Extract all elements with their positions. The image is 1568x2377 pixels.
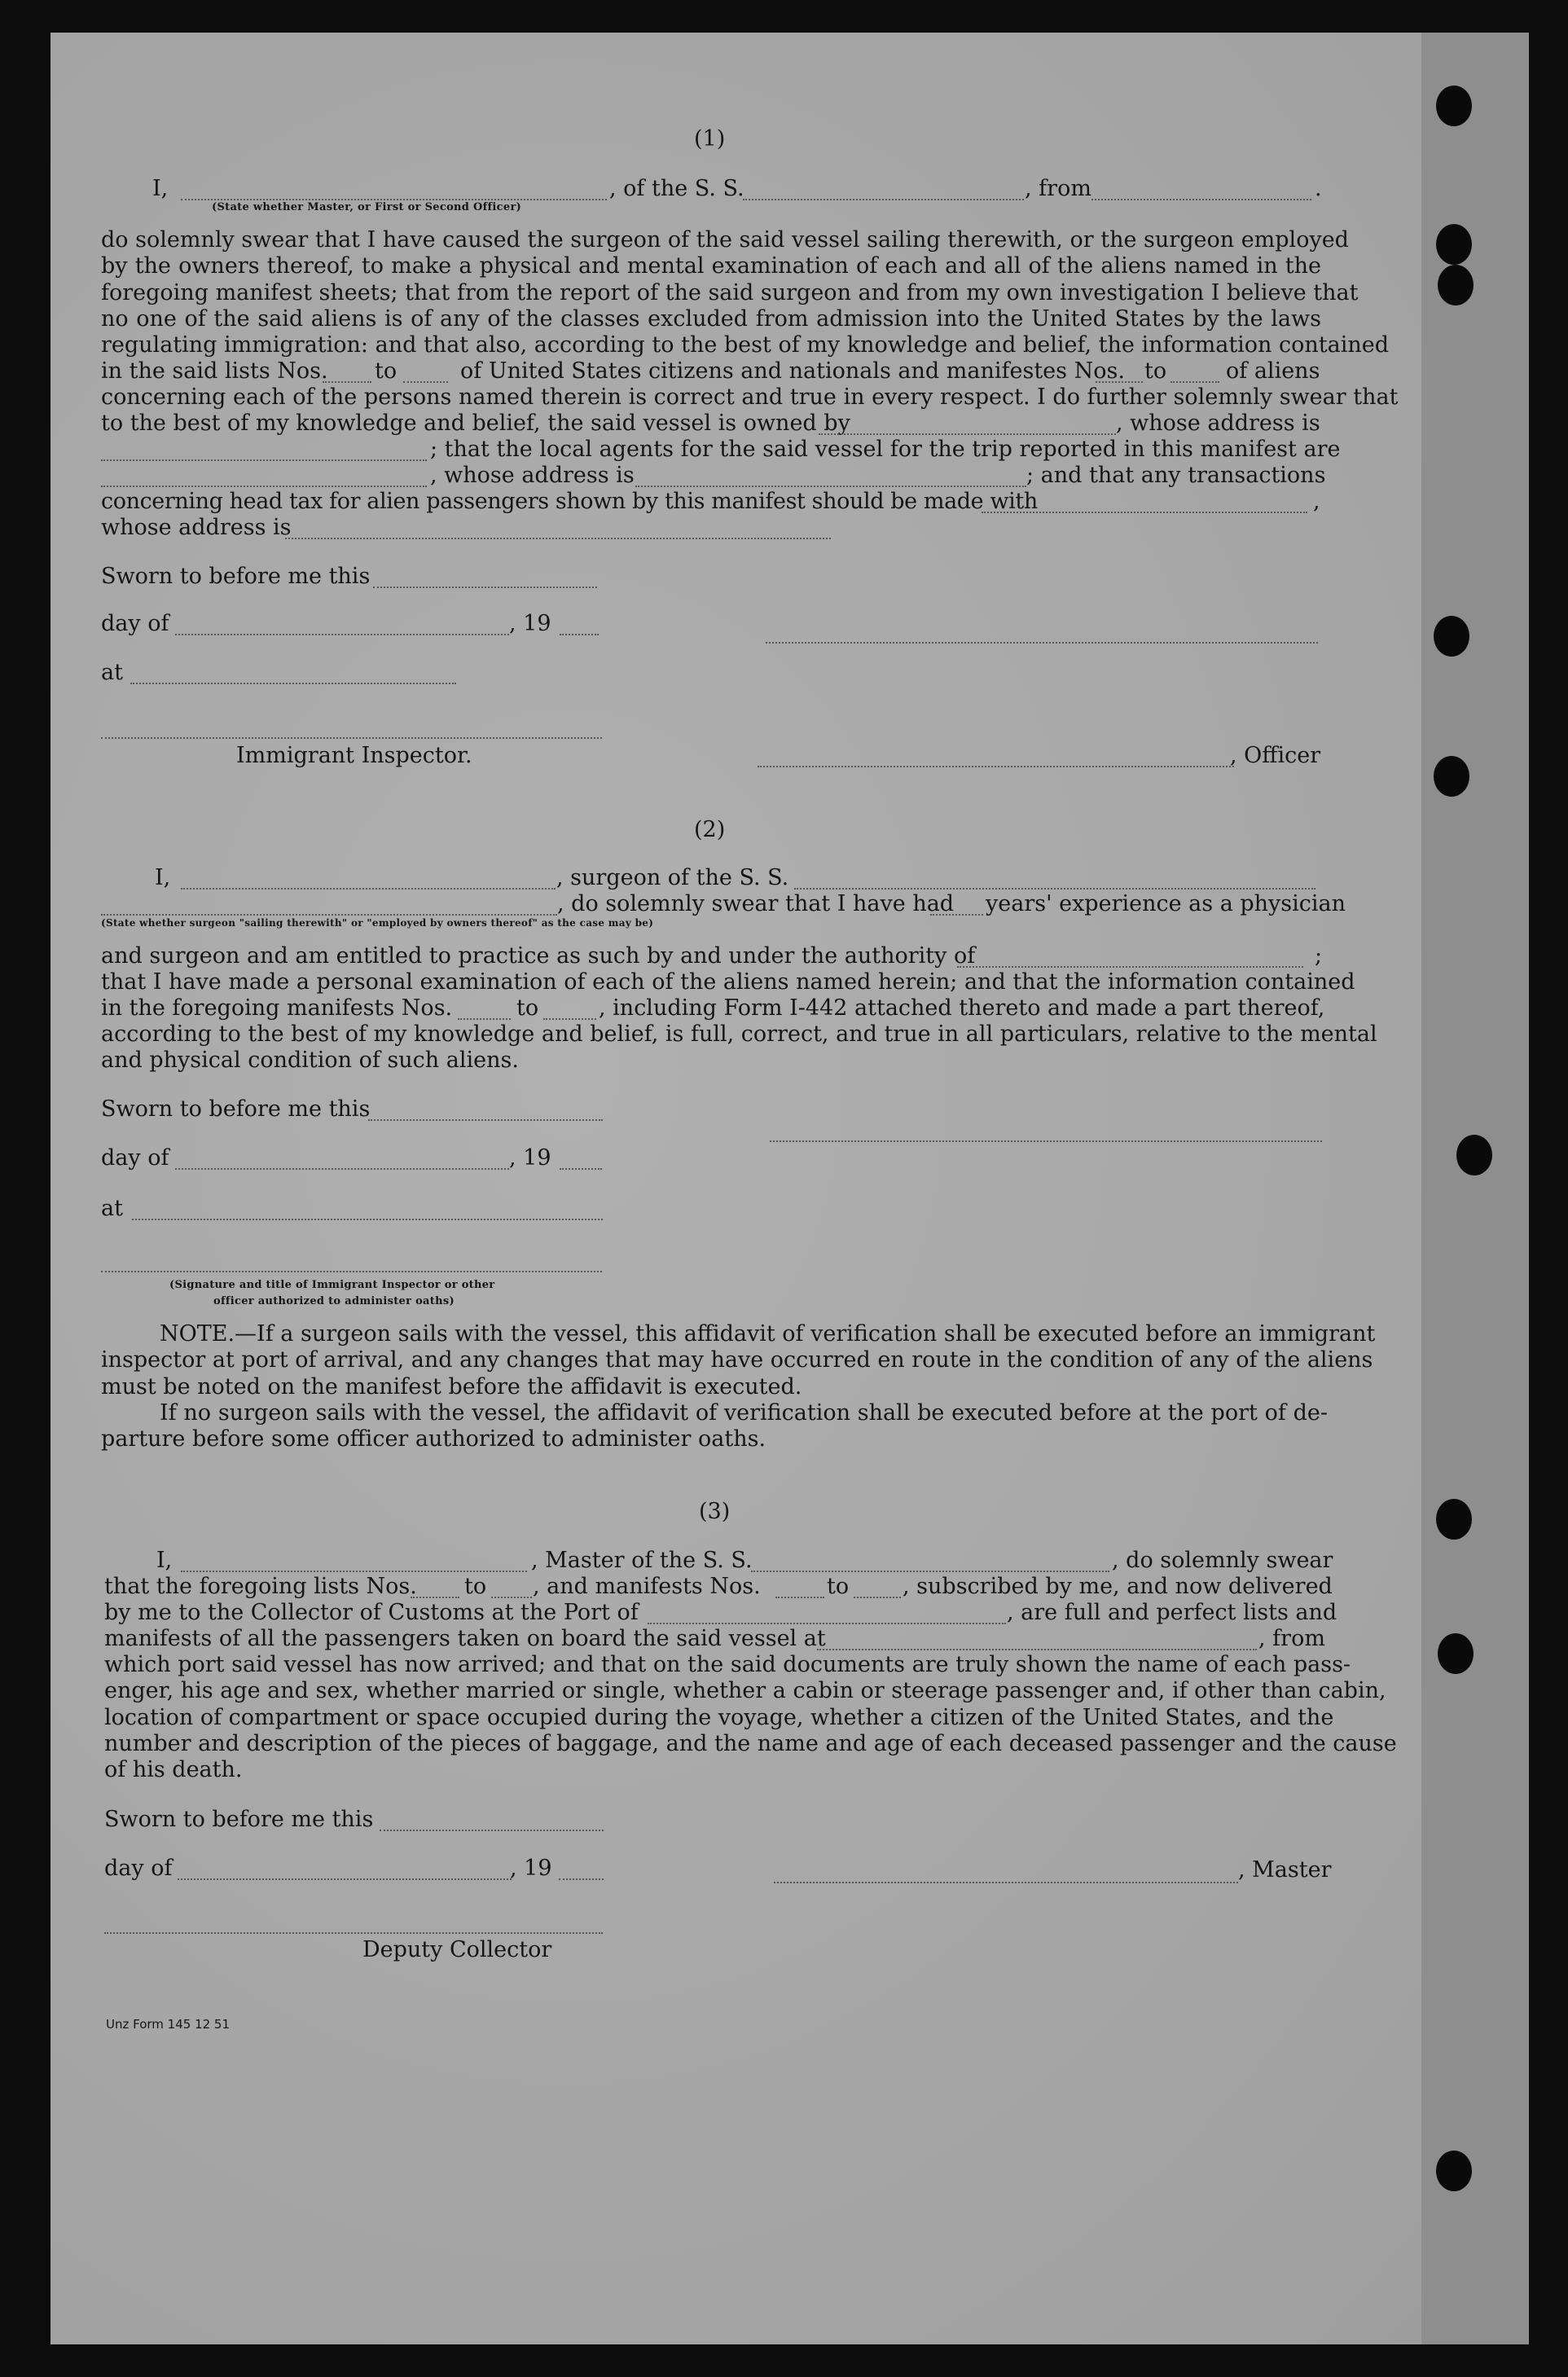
manifests-from-blank[interactable] (1096, 381, 1143, 383)
year-blank[interactable] (559, 1878, 604, 1880)
section-3-heading: (3) (699, 1499, 731, 1524)
from-label: , from (1258, 1626, 1325, 1651)
punch-hole (1434, 756, 1469, 797)
punch-hole (1436, 86, 1472, 126)
note-paragraph-2 (101, 1400, 1328, 1453)
deputy-collector-label: Deputy Collector (362, 1937, 552, 1962)
section-1-caption: (State whether Master, or First or Second Officer) (212, 201, 522, 213)
name-blank[interactable] (181, 199, 607, 200)
master-label: , Master (1238, 1857, 1332, 1883)
boarding-port-blank[interactable] (817, 1649, 1257, 1650)
signature-blank[interactable] (766, 642, 1318, 644)
surgeon-status-blank[interactable] (101, 914, 557, 916)
to-label: to (464, 1574, 487, 1599)
section-1-i: I, (152, 176, 169, 201)
manifest-from-blank[interactable] (458, 1018, 511, 1020)
section-2-i: I, (155, 865, 171, 890)
lists-nos-label: in the said lists Nos. (101, 358, 328, 384)
day-of-label: day of (101, 1145, 169, 1171)
to-label: to (375, 358, 397, 384)
sworn-label: Sworn to before me this (101, 564, 371, 589)
manifests-to-blank[interactable] (1171, 381, 1219, 383)
sworn-label: Sworn to before me this (101, 1096, 371, 1122)
paragraph-line: regulating immigration: and that also, according to the best of my knowledge and belief, the information contained (101, 332, 1390, 358)
day-of-label: day of (101, 611, 169, 636)
paragraph-line: concerning each of the persons named therein is correct and true in every respect. I do further solemnly swear that (101, 384, 1399, 410)
paragraph-line: no one of the said aliens is of any of the classes excluded from admission into the United States by the laws (101, 305, 1321, 332)
paragraph-line: and physical condition of such aliens. (101, 1048, 519, 1074)
at-label: at (101, 1196, 123, 1221)
taken-on-board-label: manifests of all the passengers taken on board the said vessel at (104, 1626, 826, 1651)
year-blank[interactable] (560, 1168, 602, 1170)
agents-address-blank[interactable] (635, 486, 1026, 487)
oath-officer-signature-blank[interactable] (101, 1271, 602, 1272)
punch-hole (1456, 1135, 1492, 1175)
solemnly-swear: , do solemnly swear (1112, 1548, 1333, 1573)
master-vessel-blank[interactable] (751, 1571, 1109, 1572)
master-signature-blank[interactable] (774, 1882, 1238, 1883)
port-label: by me to the Collector of Customs at the Port of (104, 1600, 639, 1625)
paragraph-line: enger, his age and sex, whether married or single, whether a cabin or steerage passenger and, if other than cabin, (104, 1678, 1386, 1704)
lists-from-blank[interactable] (411, 1597, 459, 1598)
paragraph-line: by the owners thereof, to make a physical and mental examination of each and all of the aliens named in the (101, 253, 1321, 279)
port-blank[interactable] (648, 1623, 1006, 1624)
note-line: inspector at port of arrival, and any changes that may have occurred en route in the condition of any of the aliens (101, 1347, 1373, 1373)
from-port-blank[interactable] (1091, 199, 1311, 200)
day-blank[interactable] (175, 634, 509, 635)
section-2-heading: (2) (694, 817, 726, 842)
section-1-period: . (1315, 176, 1322, 201)
master-name-blank[interactable] (181, 1571, 527, 1572)
master-of-ss: , Master of the S. S. (531, 1548, 753, 1573)
paragraph-line: that I have made a personal examination of each of the aliens named herein; and that the information contained (101, 969, 1355, 995)
paragraph-line: according to the best of my knowledge and belief, is full, correct, and true in all particulars, relative to the mental (101, 1022, 1377, 1047)
section-1-paragraph (101, 227, 1390, 358)
authority-label: and surgeon and am entitled to practice as such by and under the authority of (101, 943, 976, 969)
years-blank[interactable] (930, 914, 983, 916)
manifests-label: , and manifests Nos. (533, 1574, 761, 1599)
comma: , (1313, 489, 1320, 514)
surgeon-vessel-blank[interactable] (794, 888, 1315, 890)
section-3-i: I, (156, 1548, 173, 1573)
head-tax-blank[interactable] (982, 512, 1307, 513)
surgeon-swear: , do solemnly swear that I have had (557, 891, 955, 916)
head-tax-address-blank[interactable] (285, 538, 831, 539)
years-experience: years' experience as a physician (986, 891, 1346, 916)
day-of-label: day of (104, 1856, 173, 1881)
page-edge-shadow (1421, 33, 1529, 2344)
sworn-label: Sworn to before me this (104, 1807, 374, 1832)
surgeon-name-blank[interactable] (181, 888, 556, 890)
subscribed-label: , subscribed by me, and now delivered (903, 1574, 1333, 1599)
owner-blank[interactable] (819, 433, 1116, 435)
paragraph-line: number and description of the pieces of baggage, and the name and age of each deceased passenger and the cause (104, 1730, 1397, 1756)
sworn-blank[interactable] (373, 587, 597, 588)
collector-signature-blank[interactable] (104, 1932, 603, 1934)
note-line: If no surgeon sails with the vessel, the affidavit of verification shall be executed before at the port of de- (160, 1400, 1328, 1426)
sworn-blank[interactable] (380, 1830, 604, 1831)
at-label: at (101, 660, 123, 685)
to-label: to (1144, 358, 1167, 384)
year-label: , 19 (510, 1856, 552, 1881)
punch-hole (1436, 224, 1472, 265)
paragraph-line: which port said vessel has now arrived; and that on the said documents are truly shown the name of each pass- (104, 1652, 1351, 1677)
punch-hole (1436, 2151, 1472, 2191)
inspector-signature-blank[interactable] (101, 737, 602, 739)
paragraph-line: do solemnly swear that I have caused the surgeon of the said vessel sailing therewith, or the surgeon employed (101, 227, 1349, 253)
form-i442-label: , including Form I-442 attached thereto and made a part thereof, (599, 995, 1325, 1021)
note-line: must be noted on the manifest before the affidavit is executed. (101, 1373, 802, 1399)
manifests-to-blank[interactable] (854, 1597, 901, 1598)
whose-address-label: , whose address is (1116, 411, 1320, 436)
owner-address-blank[interactable] (101, 459, 427, 461)
at-blank[interactable] (130, 683, 456, 684)
inspector-label: Immigrant Inspector. (236, 743, 472, 768)
note-paragraph (101, 1321, 1376, 1400)
surgeon-of-ss: , surgeon of the S. S. (556, 865, 789, 890)
section-2-paragraph (101, 1022, 1377, 1074)
manifests-from-blank[interactable] (775, 1597, 824, 1598)
note-line: parture before some officer authorized to administer oaths. (101, 1426, 766, 1452)
section-1-concerning (101, 384, 1399, 411)
whose-address-label: whose address is (101, 515, 292, 540)
form-number: Unz Form 145 12 51 (106, 2017, 231, 2032)
transactions-label: ; and that any transactions (1026, 463, 1326, 488)
paragraph-line: foregoing manifest sheets; that from the report of the said surgeon and from my own investigation I believe that (101, 279, 1359, 305)
day-blank[interactable] (175, 1168, 509, 1170)
paragraph-line: location of compartment or space occupied during the voyage, whether a citizen of the United States, and the (104, 1704, 1334, 1730)
section-1-of-ss: , of the S. S. (609, 176, 744, 201)
local-agents-label: ; that the local agents for the said vessel for the trip reported in this manifest are (430, 437, 1341, 462)
to-label: to (827, 1574, 850, 1599)
manifest-to-blank[interactable] (543, 1018, 596, 1020)
to-label: to (516, 995, 539, 1021)
surgeon-signature-blank[interactable] (770, 1140, 1322, 1142)
section-2-exam (101, 969, 1355, 995)
of-aliens-label: of aliens (1226, 358, 1320, 384)
lists-to-blank[interactable] (491, 1597, 532, 1598)
note-line: NOTE.—If a surgeon sails with the vessel, this affidavit of verification shall be executed before an immigrant (160, 1321, 1376, 1347)
year-blank[interactable] (560, 634, 599, 635)
agents-blank[interactable] (101, 486, 427, 487)
lists-from-blank[interactable] (323, 381, 371, 383)
manifests-nos-label: of United States citizens and nationals and manifestes Nos. (460, 358, 1125, 384)
officer-label: , Officer (1230, 743, 1321, 768)
lists-to-blank[interactable] (403, 381, 448, 383)
semicolon: ; (1315, 943, 1323, 969)
paragraph-line: of his death. (104, 1757, 243, 1783)
section-1-from: , from (1025, 176, 1091, 201)
sworn-blank[interactable] (368, 1119, 603, 1121)
day-blank[interactable] (178, 1878, 512, 1880)
punch-hole (1438, 265, 1474, 305)
officer-blank[interactable] (758, 766, 1234, 767)
section-2-caption: (State whether surgeon "sailing therewith" or "employed by owners thereof" as the case may be) (101, 917, 654, 929)
foregoing-label: in the foregoing manifests Nos. (101, 995, 453, 1021)
section-1-heading: (1) (694, 126, 726, 152)
signature-caption: (Signature and title of Immigrant Inspector or other (169, 1279, 495, 1291)
head-tax-label: concerning head tax for alien passengers shown by this manifest should be made with (101, 489, 1038, 514)
punch-hole (1434, 616, 1469, 657)
authority-blank[interactable] (957, 966, 1303, 968)
at-blank[interactable] (132, 1219, 603, 1220)
punch-hole (1438, 1633, 1474, 1674)
signature-caption: officer authorized to administer oaths) (213, 1295, 455, 1307)
section-3-paragraph (104, 1652, 1397, 1783)
lists-label: that the foregoing lists Nos. (104, 1574, 417, 1599)
perfect-lists-label: , are full and perfect lists and (1007, 1600, 1337, 1625)
year-label: , 19 (509, 1145, 551, 1171)
whose-address-label: , whose address is (430, 463, 635, 488)
year-label: , 19 (509, 611, 551, 636)
punch-hole (1436, 1499, 1472, 1540)
vessel-blank[interactable] (743, 199, 1024, 200)
owned-by-label: to the best of my knowledge and belief, the said vessel is owned by (101, 411, 850, 436)
